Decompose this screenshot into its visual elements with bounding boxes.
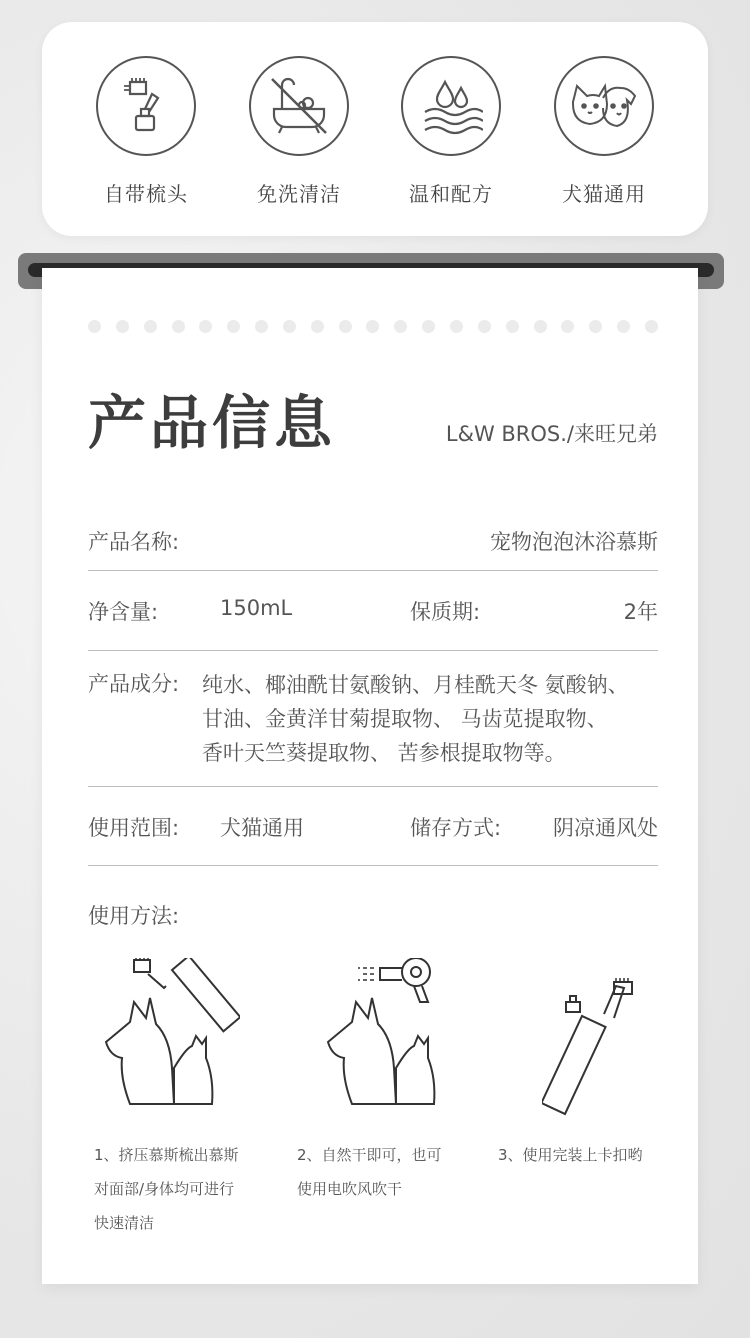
product-name-value: 宠物泡泡沐浴慕斯 xyxy=(490,530,658,554)
net-content-label: 净含量: xyxy=(88,600,159,624)
scope-storage-row xyxy=(88,812,658,842)
net-shelf-row xyxy=(88,596,658,626)
usage-label: 使用方法: xyxy=(88,904,180,928)
feature-gentle xyxy=(376,56,526,207)
brand-name: L&W BROS./来旺兄弟 xyxy=(445,422,658,446)
comb-head-icon xyxy=(96,56,196,156)
ingredients-line: 甘油、金黄洋甘菊提取物、 马齿苋提取物、 xyxy=(202,707,608,731)
shelf-life-value: 2年 xyxy=(623,600,658,624)
step-line: 1、挤压慕斯梳出慕斯 xyxy=(94,1146,239,1164)
perforation-dots xyxy=(88,320,658,334)
ingredients-list xyxy=(202,668,672,770)
usage-step-2 xyxy=(297,1138,442,1206)
divider xyxy=(88,786,658,787)
usage-illustrations xyxy=(42,958,698,1118)
ingredients-row xyxy=(88,668,658,765)
usage-row xyxy=(88,900,658,930)
feature-label: 自带梳头 xyxy=(104,182,188,206)
usage-step-3 xyxy=(498,1138,643,1172)
features-card xyxy=(42,22,708,236)
dog-cat-icon xyxy=(554,56,654,156)
feature-no-wash xyxy=(224,56,374,207)
usage-step-1 xyxy=(94,1138,239,1240)
product-name-row xyxy=(88,526,658,556)
divider xyxy=(88,865,658,866)
ingredients-label: 产品成分: xyxy=(88,672,180,696)
shelf-life-label: 保质期: xyxy=(410,600,481,624)
product-name-label: 产品名称: xyxy=(88,530,180,554)
storage-label: 储存方式: xyxy=(410,816,502,840)
net-content-value: 150mL xyxy=(220,596,293,620)
feature-label: 免洗清洁 xyxy=(257,182,341,206)
product-info-receipt xyxy=(42,268,698,1284)
ingredients-line: 纯水、椰油酰甘氨酸钠、月桂酰天冬 氨酸钠、 xyxy=(202,673,629,697)
dog-cat-dryer-icon xyxy=(322,958,462,1108)
feature-dog-cat xyxy=(529,56,679,207)
divider xyxy=(88,650,658,651)
feature-label: 犬猫通用 xyxy=(562,182,646,206)
step-line: 对面部/身体均可进行 xyxy=(94,1180,235,1198)
gentle-water-icon xyxy=(401,56,501,156)
no-bath-icon xyxy=(249,56,349,156)
divider xyxy=(88,570,658,571)
step-line: 3、使用完装上卡扣哟 xyxy=(498,1146,643,1164)
bottle-comb-icon xyxy=(542,958,652,1118)
dog-cat-mousse-icon xyxy=(100,958,240,1108)
feature-label: 温和配方 xyxy=(409,182,493,206)
page-title: 产品信息 xyxy=(88,389,337,457)
ingredients-line: 香叶天竺葵提取物、 苦参根提取物等。 xyxy=(202,741,566,765)
scope-label: 使用范围: xyxy=(88,816,180,840)
storage-value: 阴凉通风处 xyxy=(553,816,658,840)
step-line: 使用电吹风吹干 xyxy=(297,1180,403,1198)
step-line: 快速清洁 xyxy=(94,1214,155,1232)
scope-value: 犬猫通用 xyxy=(220,816,304,840)
step-line: 2、自然干即可，也可 xyxy=(297,1146,442,1164)
feature-comb-head xyxy=(71,56,221,207)
